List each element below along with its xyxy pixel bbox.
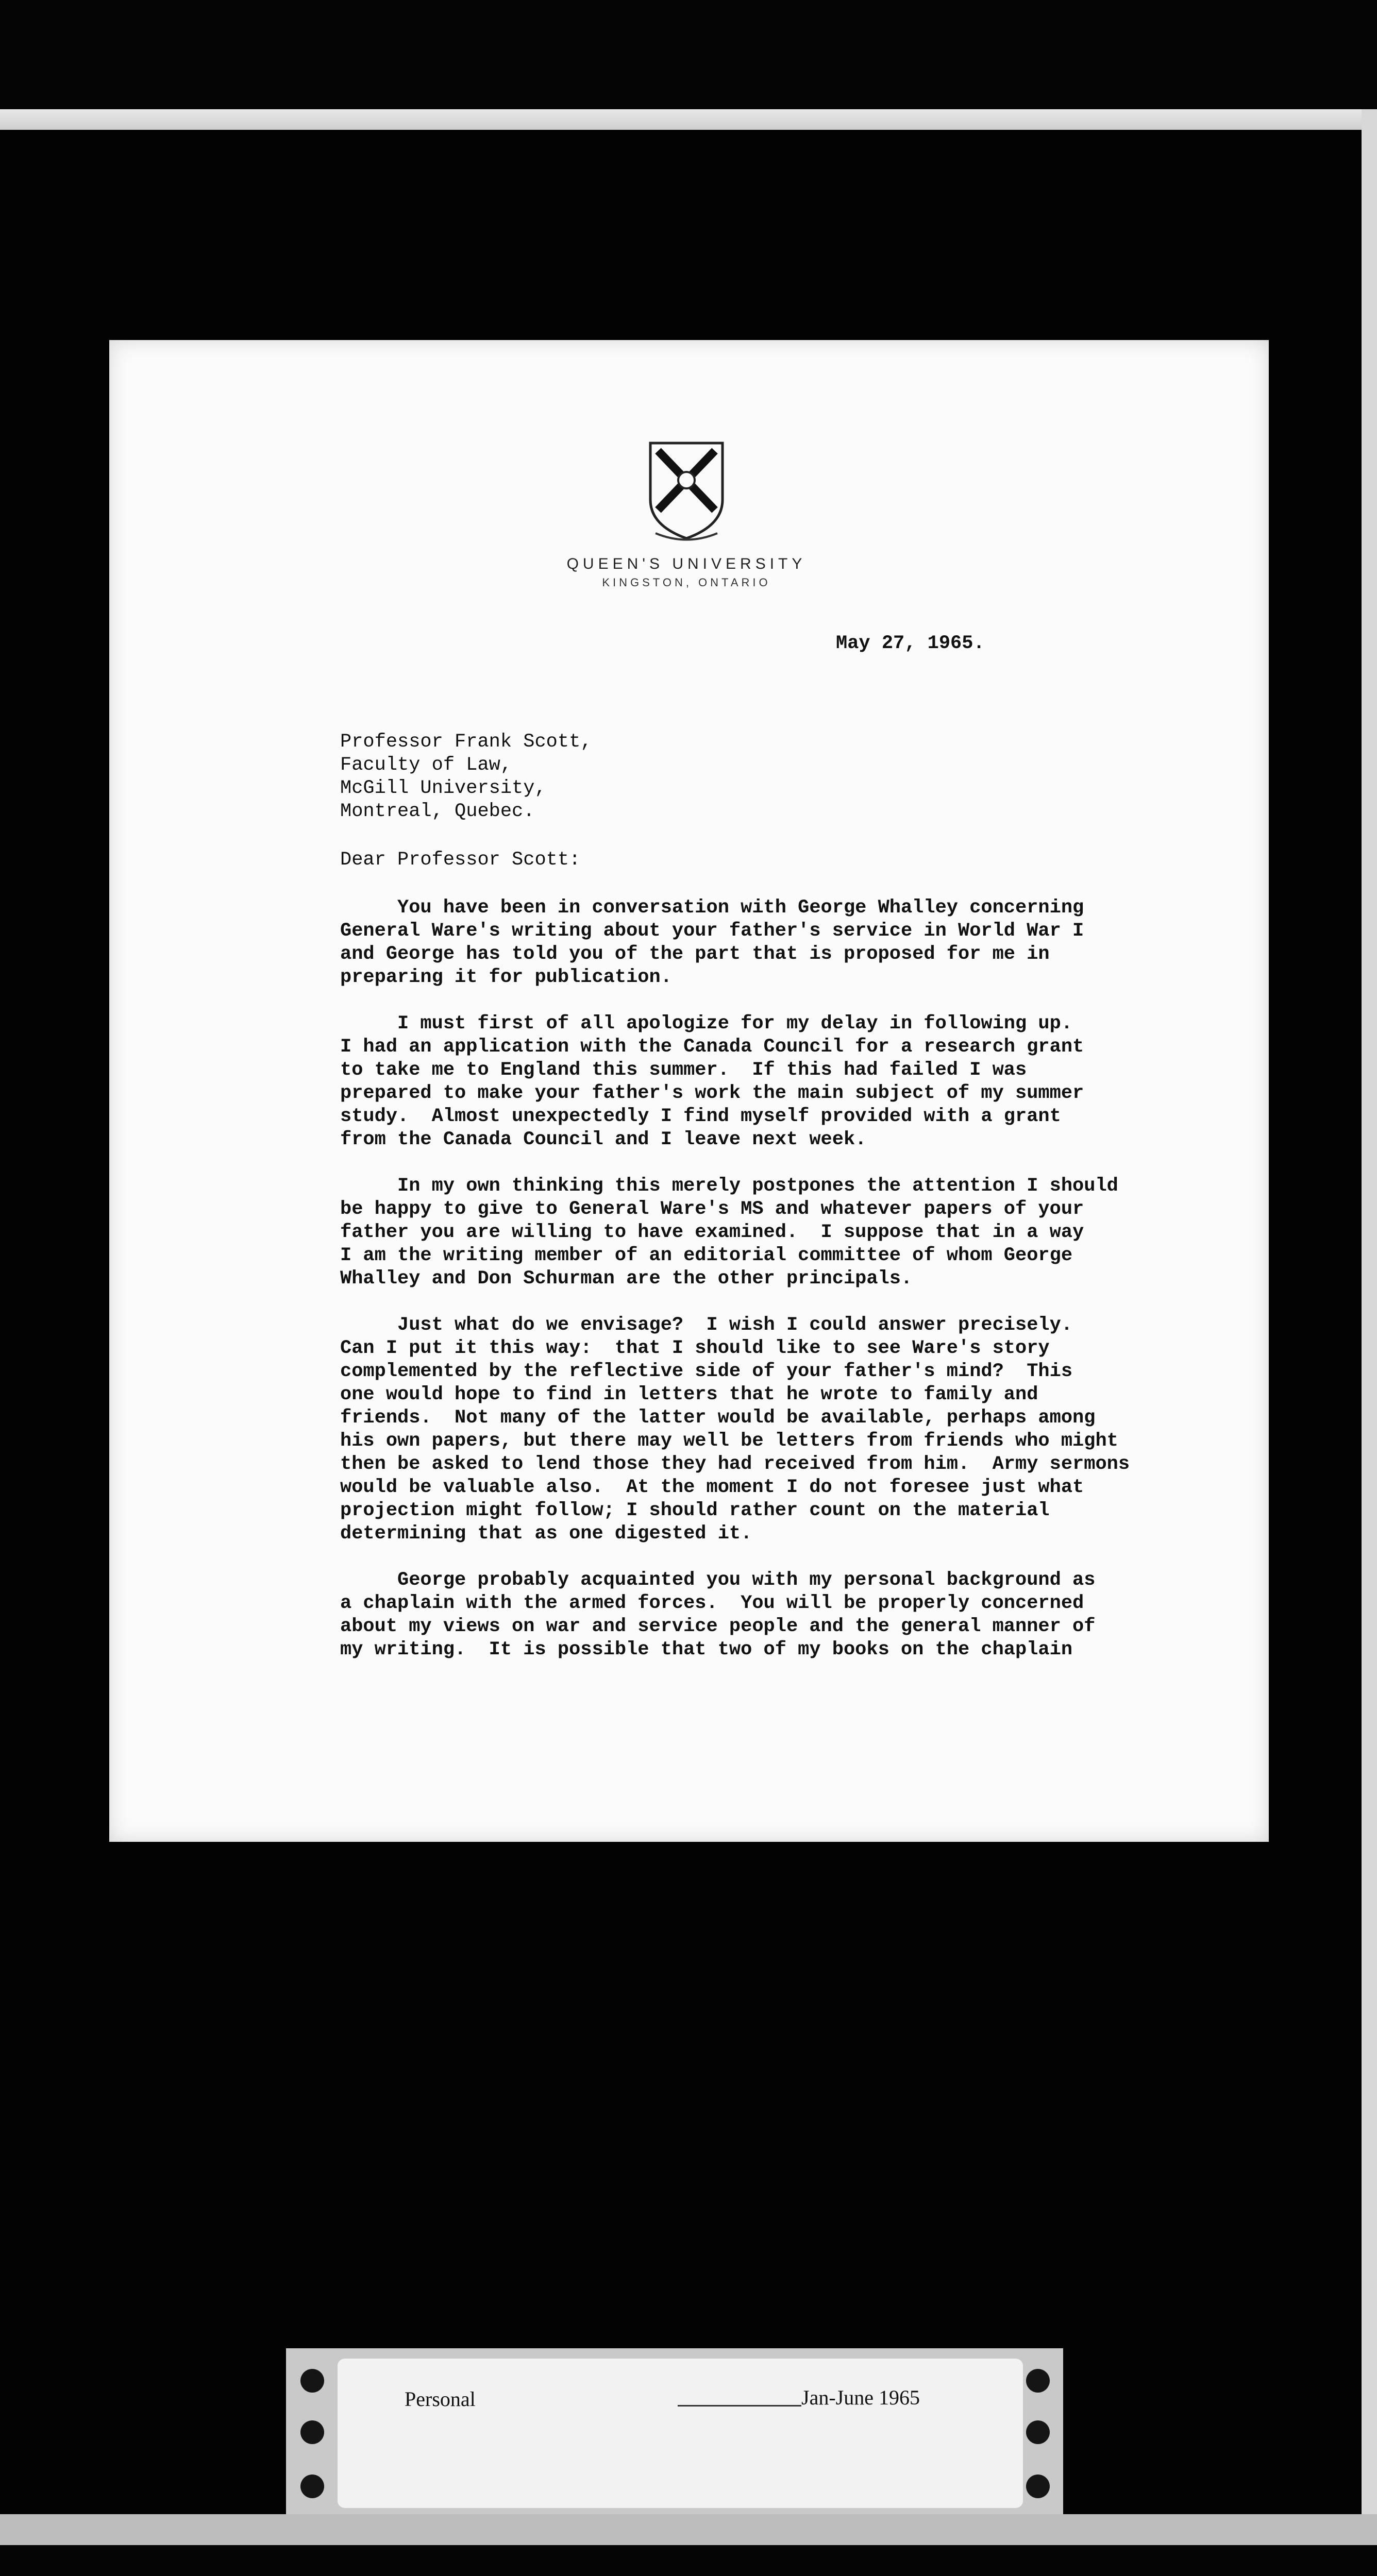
film-bottom-border (0, 2514, 1377, 2545)
text-line: In my own thinking this merely postpones the attention I should (340, 1175, 1118, 1197)
text-line: father you are willing to have examined. I suppose that in a way (340, 1222, 1084, 1243)
text-line: projection might follow; I should rather count on the material (340, 1500, 1050, 1521)
salutation: Dear Professor Scott: (340, 849, 581, 871)
text-line: complemented by the reflective side of your father's mind? This (340, 1361, 1073, 1382)
university-location: KINGSTON, ONTARIO (602, 576, 771, 589)
paragraph (340, 1569, 1216, 1662)
text-line: Can I put it this way: that I should like to see Ware's story (340, 1337, 1050, 1359)
text-line: General Ware's writing about your father's service in World War I (340, 920, 1084, 942)
text-line: about my views on war and service people and the general manner of (340, 1616, 1096, 1637)
university-crest-icon (645, 438, 728, 546)
punch-hole-icon (300, 2369, 324, 2393)
text-line: determining that as one digested it. (340, 1523, 752, 1545)
film-bottom-strip (0, 2545, 1377, 2576)
text-line: from the Canada Council and I leave next week. (340, 1129, 867, 1150)
text-line: preparing it for publication. (340, 967, 672, 988)
paragraph (340, 896, 1216, 989)
recipient-address (340, 731, 592, 823)
label-divider (678, 2405, 801, 2406)
film-right-edge (1362, 109, 1377, 2531)
punch-hole-icon (300, 2420, 324, 2444)
university-name: QUEEN'S UNIVERSITY (566, 555, 807, 572)
text-line: be happy to give to General Ware's MS and whatever papers of your (340, 1198, 1084, 1220)
punch-hole-icon (1026, 2420, 1050, 2444)
archive-label-card (286, 2348, 1063, 2514)
label-period: Jan-June 1965 (801, 2386, 920, 2409)
text-line: would be valuable also. At the moment I do not foresee just what (340, 1477, 1084, 1498)
punch-hole-icon (1026, 2475, 1050, 2498)
paragraph (340, 1175, 1216, 1291)
text-line: Just what do we envisage? I wish I could answer precisely. (340, 1314, 1073, 1336)
letter-body (340, 896, 1216, 1685)
text-line: my writing. It is possible that two of my books on the chaplain (340, 1639, 1073, 1660)
label-card-face (338, 2359, 1023, 2508)
film-top-border (0, 109, 1377, 130)
punch-hole-icon (300, 2475, 324, 2498)
letter-date: May 27, 1965. (836, 633, 985, 654)
address-line: Montreal, Quebec. (340, 801, 535, 822)
letter-page (109, 340, 1269, 1842)
text-line: prepared to make your father's work the main subject of my summer (340, 1082, 1084, 1104)
film-top-strip (0, 0, 1377, 109)
label-category: Personal (405, 2387, 476, 2411)
text-line: You have been in conversation with George Whalley concerning (340, 897, 1084, 919)
text-line: I had an application with the Canada Council for a research grant (340, 1036, 1084, 1058)
text-line: George probably acquainted you with my personal background as (340, 1569, 1096, 1591)
address-line: Faculty of Law, (340, 754, 512, 776)
text-line: one would hope to find in letters that he wrote to family and (340, 1384, 1038, 1405)
text-line: Whalley and Don Schurman are the other principals. (340, 1268, 913, 1290)
paragraph (340, 1012, 1216, 1151)
text-line: and George has told you of the part that is proposed for me in (340, 943, 1050, 965)
text-line: I must first of all apologize for my delay in following up. (340, 1013, 1073, 1035)
address-line: Professor Frank Scott, (340, 731, 592, 753)
paragraph (340, 1314, 1216, 1546)
text-line: friends. Not many of the latter would be available, perhaps among (340, 1407, 1096, 1429)
address-line: McGill University, (340, 777, 546, 799)
punch-hole-icon (1026, 2369, 1050, 2393)
text-line: to take me to England this summer. If this had failed I was (340, 1059, 1027, 1081)
text-line: a chaplain with the armed forces. You will be properly concerned (340, 1592, 1084, 1614)
text-line: his own papers, but there may well be letters from friends who might (340, 1430, 1118, 1452)
text-line: I am the writing member of an editorial committee of whom George (340, 1245, 1073, 1266)
text-line: then be asked to lend those they had received from him. Army sermons (340, 1453, 1130, 1475)
text-line: study. Almost unexpectedly I find myself provided with a grant (340, 1106, 1061, 1127)
